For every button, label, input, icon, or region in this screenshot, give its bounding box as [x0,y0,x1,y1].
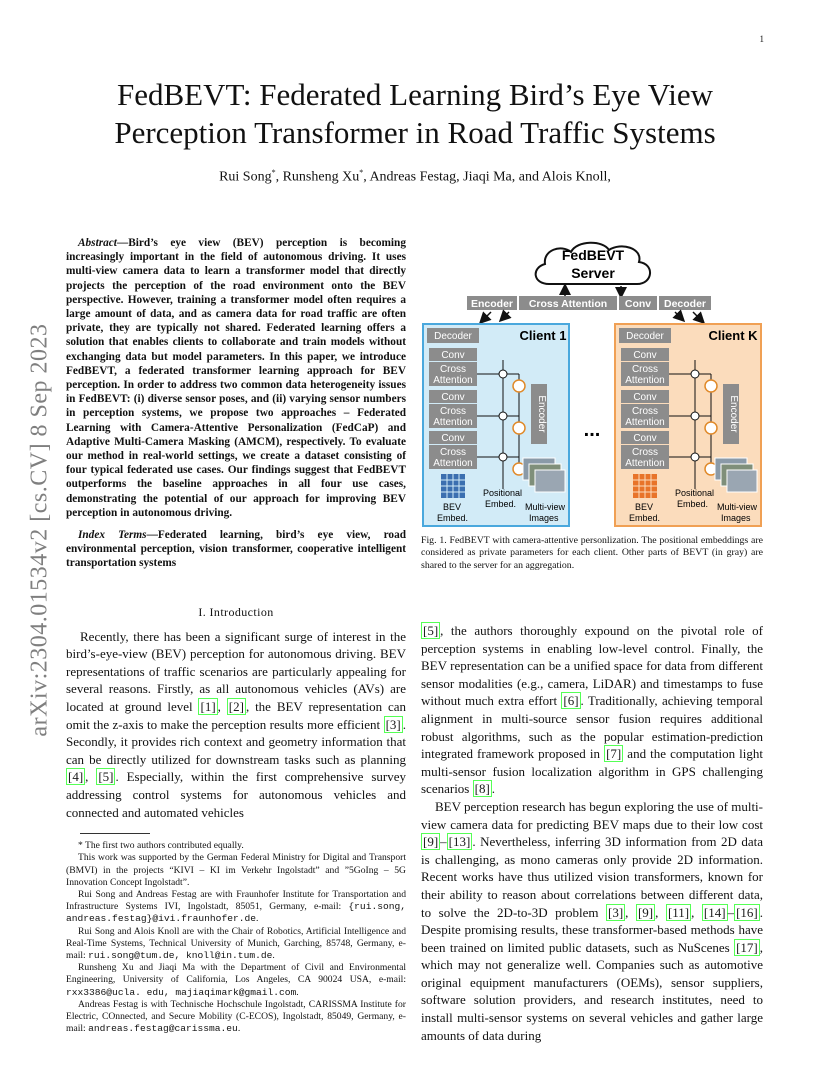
text-run: , the authors thoroughly expound on the pivotal role of perception systems in enabling low-level control. Finally, the BEV representation can be a unified space for data from different sensor modalities (e.g., camera, LiDAR) and timestamps to fuse without much extra effort [421,623,763,709]
text-run: , [217,699,227,715]
citation-link[interactable]: [8] [474,781,490,797]
conv-label: Conv [441,392,465,403]
citation-link[interactable]: [14] [703,904,726,920]
pos-label-2: Embed. [485,499,517,509]
arxiv-id: arXiv:2304.01534v2 [cs.CV] 8 Sep 2023 [26,323,53,737]
encoder-label: Encoder [536,395,547,433]
conv-label: Conv [441,350,465,361]
text-run: , [85,769,97,785]
abstract-text: —Bird’s eye view (BEV) perception is becoming increasingly important in the field of autonomous driving. It uses multi-view camera data to learn a transformer model that directly projects the perception of the road environment onto the BEV perspective. However, training a transformer model often requires a large amount of data, and as camera data for road traffic are often private, they are typically not shared. Federated learning offers a solution that enables clients to collaborate and train models without exchanging data but model parameters. In this paper, we introduce FedBEVT, a federated transformer learning approach for BEV perception. In order to address two common data heterogeneity issues in FedBEVT: (i) diverse sensor poses, and (ii) varying sensor numbers in perception systems, we propose two approaches – Federated Learning with Camera-Attentive Personalization (FedCaP) and Adaptive Multi-Camera Masking (AMCM), respectively. To evaluate our method in real-world settings, we create a dataset consisting of four typical federated use cases. Our findings suggest that FedBEVT outperforms the baseline approaches in all four use cases, demonstrating the potential of our approach for improving BEV perception in autonomous driving. [66,237,406,519]
cross-label: Cross [631,364,659,375]
fedbevt-diagram [421,240,763,530]
text-run: . [491,781,496,797]
intro-paragraph-2 [421,798,763,1044]
right-column-text [421,622,763,1044]
stage-3 [429,431,477,469]
cross-label: Cross [631,447,659,458]
footnote-3: Rui Song and Andreas Festag are with Fraunhofer Institute for Transportation and Infrastructure Systems IVI, Ingolstadt, 85051, Germany, e-mail: {rui.song, andreas.festag}@ivi.fraunhofer.de. [66,889,406,925]
text-run: , [691,904,702,920]
ellipsis: ... [583,419,601,441]
stage-1 [429,348,477,386]
author-1: Rui Song [219,169,272,185]
equal-contribution-mark: * [359,168,364,177]
cross-label: Cross [631,406,659,417]
text-run: . Especially, within the first comprehensive survey addressing control systems for autonomous vehicles and connected and automated vehicles [66,769,406,820]
citation-link[interactable]: [17] [736,939,758,955]
server-cloud [536,243,650,284]
images-label-2: Images [721,513,751,523]
text-run: – [727,904,735,920]
attention-label: Attention [625,458,665,469]
citation-link[interactable]: [9] [423,834,439,850]
arxiv-watermark [20,290,60,770]
bar-cross-attention: Cross Attention [528,298,608,310]
footnote-1: * The first two authors contributed equally. [78,840,244,852]
bev-embedding-grid [441,474,465,498]
bev-label-2: Embed. [437,513,469,523]
client1-arrow [501,312,509,320]
citation-link[interactable]: [7] [606,746,622,762]
footnote-2: This work was supported by the German Federal Ministry for Digital and Transport (BMVI) in the projects “KIVI – KI im Verkehr Ingolstadt” and ”5GoIng – 5G Innovation Concept Ingolstadt”. [66,852,406,888]
index-terms-label: Index Terms [78,529,147,542]
bar-conv: Conv [624,298,652,310]
author-separator: , [275,169,283,185]
server-label-2: Server [571,265,615,281]
text-run: . Nevertheless, inferring 3D information from 2D data is challenging, as mono cameras only provide 2D information. Recent works have thus utilized vision transformers, known for their ability to reason about correlations between different data, to solve the 2D-to-3D problem [421,834,763,920]
email-address: rui.song@tum.de, knoll@in.tum.de [88,950,273,962]
citation-link[interactable]: [4] [68,769,84,785]
footnote-5: Runsheng Xu and Jiaqi Ma with the Department of Civil and Environmental Engineering, University of California, Los Angeles, CA 90024 USA, e-mail: rxx3386@ucla. edu, majiaqimark@gmail.com. [66,962,406,998]
clientK-arrow [693,312,703,322]
bar-encoder: Encoder [470,298,514,310]
client-k-box [615,324,761,526]
client-1-label: Client 1 [519,328,567,343]
figure-1 [421,240,763,572]
citation-link[interactable]: [5] [98,769,114,785]
cross-label: Cross [439,447,467,458]
title-line-1: FedBEVT: Federated Learning Bird’s Eye View [116,77,714,112]
text-run: , which may not generalize well. Companies such as automotive original equipment manufacturers (OEMs), sensor suppliers, software solution providers, and research institutes, need to install multi-sensor systems on several vehicles and gather large amounts of data during [421,939,763,1043]
bev-embedding-grid [633,474,657,498]
author-2: Runsheng Xu [282,169,360,185]
conv-label: Conv [633,350,657,361]
section-title: I. Introduction [198,604,274,619]
citation-link[interactable]: [6] [563,693,579,709]
abstract [66,236,406,520]
footnote-text: Rui Song and Alois Knoll are with the Chair of Robotics, Artificial Intelligence and Real-Time Systems, Technical University of Munich, Garching, 85748, Germany, e-mail: [66,925,406,962]
index-terms-text: —Federated learning, bird’s eye view, road environmental perception, vision transformer, cooperative intelligent transportation systems [66,529,406,570]
paper-title [70,76,760,152]
text-run: , [655,904,666,920]
citation-link[interactable]: [3] [385,716,401,732]
footnote-4: Rui Song and Alois Knoll are with the Chair of Robotics, Artificial Intelligence and Real-Time Systems, Technical University of Munich, Garching, 85748, Germany, e-mail: rui.song@tum.de, knoll@in.tum.de. [66,925,406,962]
pos-label: Positional [675,488,715,498]
text-run: BEV perception research has begun exploring the use of multi-view camera data for predicting BEV maps due to their low cost [421,798,763,832]
attention-label: Attention [625,417,665,428]
title-line-2: Perception Transformer in Road Traffic Systems [114,115,716,150]
text-run: . Traditionally, achieving temporal alignment in multi-source sensor fusion requires additional robust algorithms, such as the popular estimation-prediction integrated framework proposed in [421,693,763,762]
bev-label-2: Embed. [629,513,661,523]
client-k-label: Client K [708,328,758,343]
text-run: Recently, there has been a significant surge of interest in the bird’s-eye-view (BEV) perception for autonomous driving. BEV representations of traffic scenarios are particularly appealing for several reasons. Firstly, as all autonomous vehicles (AVs) are located at ground level [66,628,406,715]
citation-link[interactable]: [5] [423,623,439,638]
email-address: andreas.festag@carissma.eu [88,1023,238,1035]
attention-label: Attention [433,417,473,428]
bev-label: BEV [635,502,654,512]
footnote-rule [80,833,150,834]
author-list [70,168,760,186]
client-1-box [423,324,569,526]
clientK-arrow [675,312,683,320]
footnote-text: Runsheng Xu and Jiaqi Ma with the Department of Civil and Environmental Engineering, University of California, Los Angeles, CA 90024 USA, e-mail: [66,962,406,986]
authors-rest: , Andreas Festag, Jiaqi Ma, and Alois Knoll, [363,169,611,185]
client1-arrow [481,312,491,322]
text-run: , the BEV representation can omit the z-axis to make the perception results more efficient [66,699,406,732]
intro-paragraph-1-cont [421,622,763,798]
citation-link[interactable]: [9] [637,904,654,920]
stage-3 [621,431,669,469]
decoder-label: Decoder [434,331,472,342]
stage-1 [621,348,669,386]
cross-label: Cross [439,364,467,375]
attention-label: Attention [625,375,665,386]
text-run: , [625,904,636,920]
citation-link[interactable]: [13] [448,834,471,850]
decoder-label: Decoder [626,331,664,342]
text-run: – [440,834,447,850]
footnote-6: Andreas Festag is with Technische Hochschule Ingolstadt, CARISSMA Institute for Electric, COnnected, and Secure Mobility (C-ECOS), Ingolstadt, 85049, Germany, e-mail: andreas.festag@carissma.eu. [66,998,406,1035]
bev-label: BEV [443,502,462,512]
pos-label-2: Embed. [677,499,709,509]
footnote-text: Rui Song and Andreas Festag are with Fraunhofer Institute for Transportation and Infrastructure Systems IVI, Ingolstadt, 85051, Germany, e-mail: [66,889,406,913]
shared-parameters-bar [467,296,711,310]
attention-label: Attention [433,375,473,386]
equal-contribution-mark: * [271,168,276,177]
encoder-label: Encoder [728,395,739,433]
intro-paragraph-1 [66,628,406,822]
text-run: and the computation light multi-sensor fusion localization algorithm in GPS challenging scenarios [421,746,763,797]
stage-2 [621,390,669,428]
text-run: . Despite promising results, these transformer-based methods have been trained on limited public datasets, such as NuScenes [421,904,764,955]
citation-link[interactable]: [16] [736,904,758,920]
citation-link[interactable]: [11] [667,904,690,920]
images-label: Multi-view [525,502,566,512]
conv-label: Conv [633,433,657,444]
index-terms [66,528,406,571]
conv-label: Conv [441,433,465,444]
email-address: rxx3386@ucla. edu, majiaqimark@gmail.com [66,986,297,998]
attention-label: Attention [433,458,473,469]
figure-caption: Fig. 1. FedBEVT with camera-attentive personlization. The positional embeddings are considered as private parameters for each client. Other parts of BEVT (in gray) are shared to the server for an aggregation. [421,535,763,571]
stage-2 [429,390,477,428]
abstract-label: Abstract [78,237,117,249]
page-number: 1 [759,34,764,44]
citation-link[interactable]: [2] [228,699,244,715]
pos-label: Positional [483,488,523,498]
citation-link[interactable]: [3] [608,904,624,920]
footnote-text: Andreas Festag is with Technische Hochschule Ingolstadt, CARISSMA Institute for Electric, COnnected, and Secure Mobility (C-ECOS), Ingolstadt, 85049, Germany, e-mail: [66,998,406,1035]
images-label: Multi-view [717,502,758,512]
citation-link[interactable]: [1] [200,699,216,715]
conv-label: Conv [633,392,657,403]
bar-decoder: Decoder [663,298,707,310]
left-column [66,236,406,1035]
email-address: {rui.song, andreas.festag}@ivi.fraunhofer.de [66,901,406,925]
cross-label: Cross [439,406,467,417]
images-label-2: Images [529,513,559,523]
text-run: . Secondly, it provides rich context and geometry information that can be directly utilized for downstream tasks such as planning [66,716,406,767]
server-label-1: FedBEVT [561,247,625,263]
